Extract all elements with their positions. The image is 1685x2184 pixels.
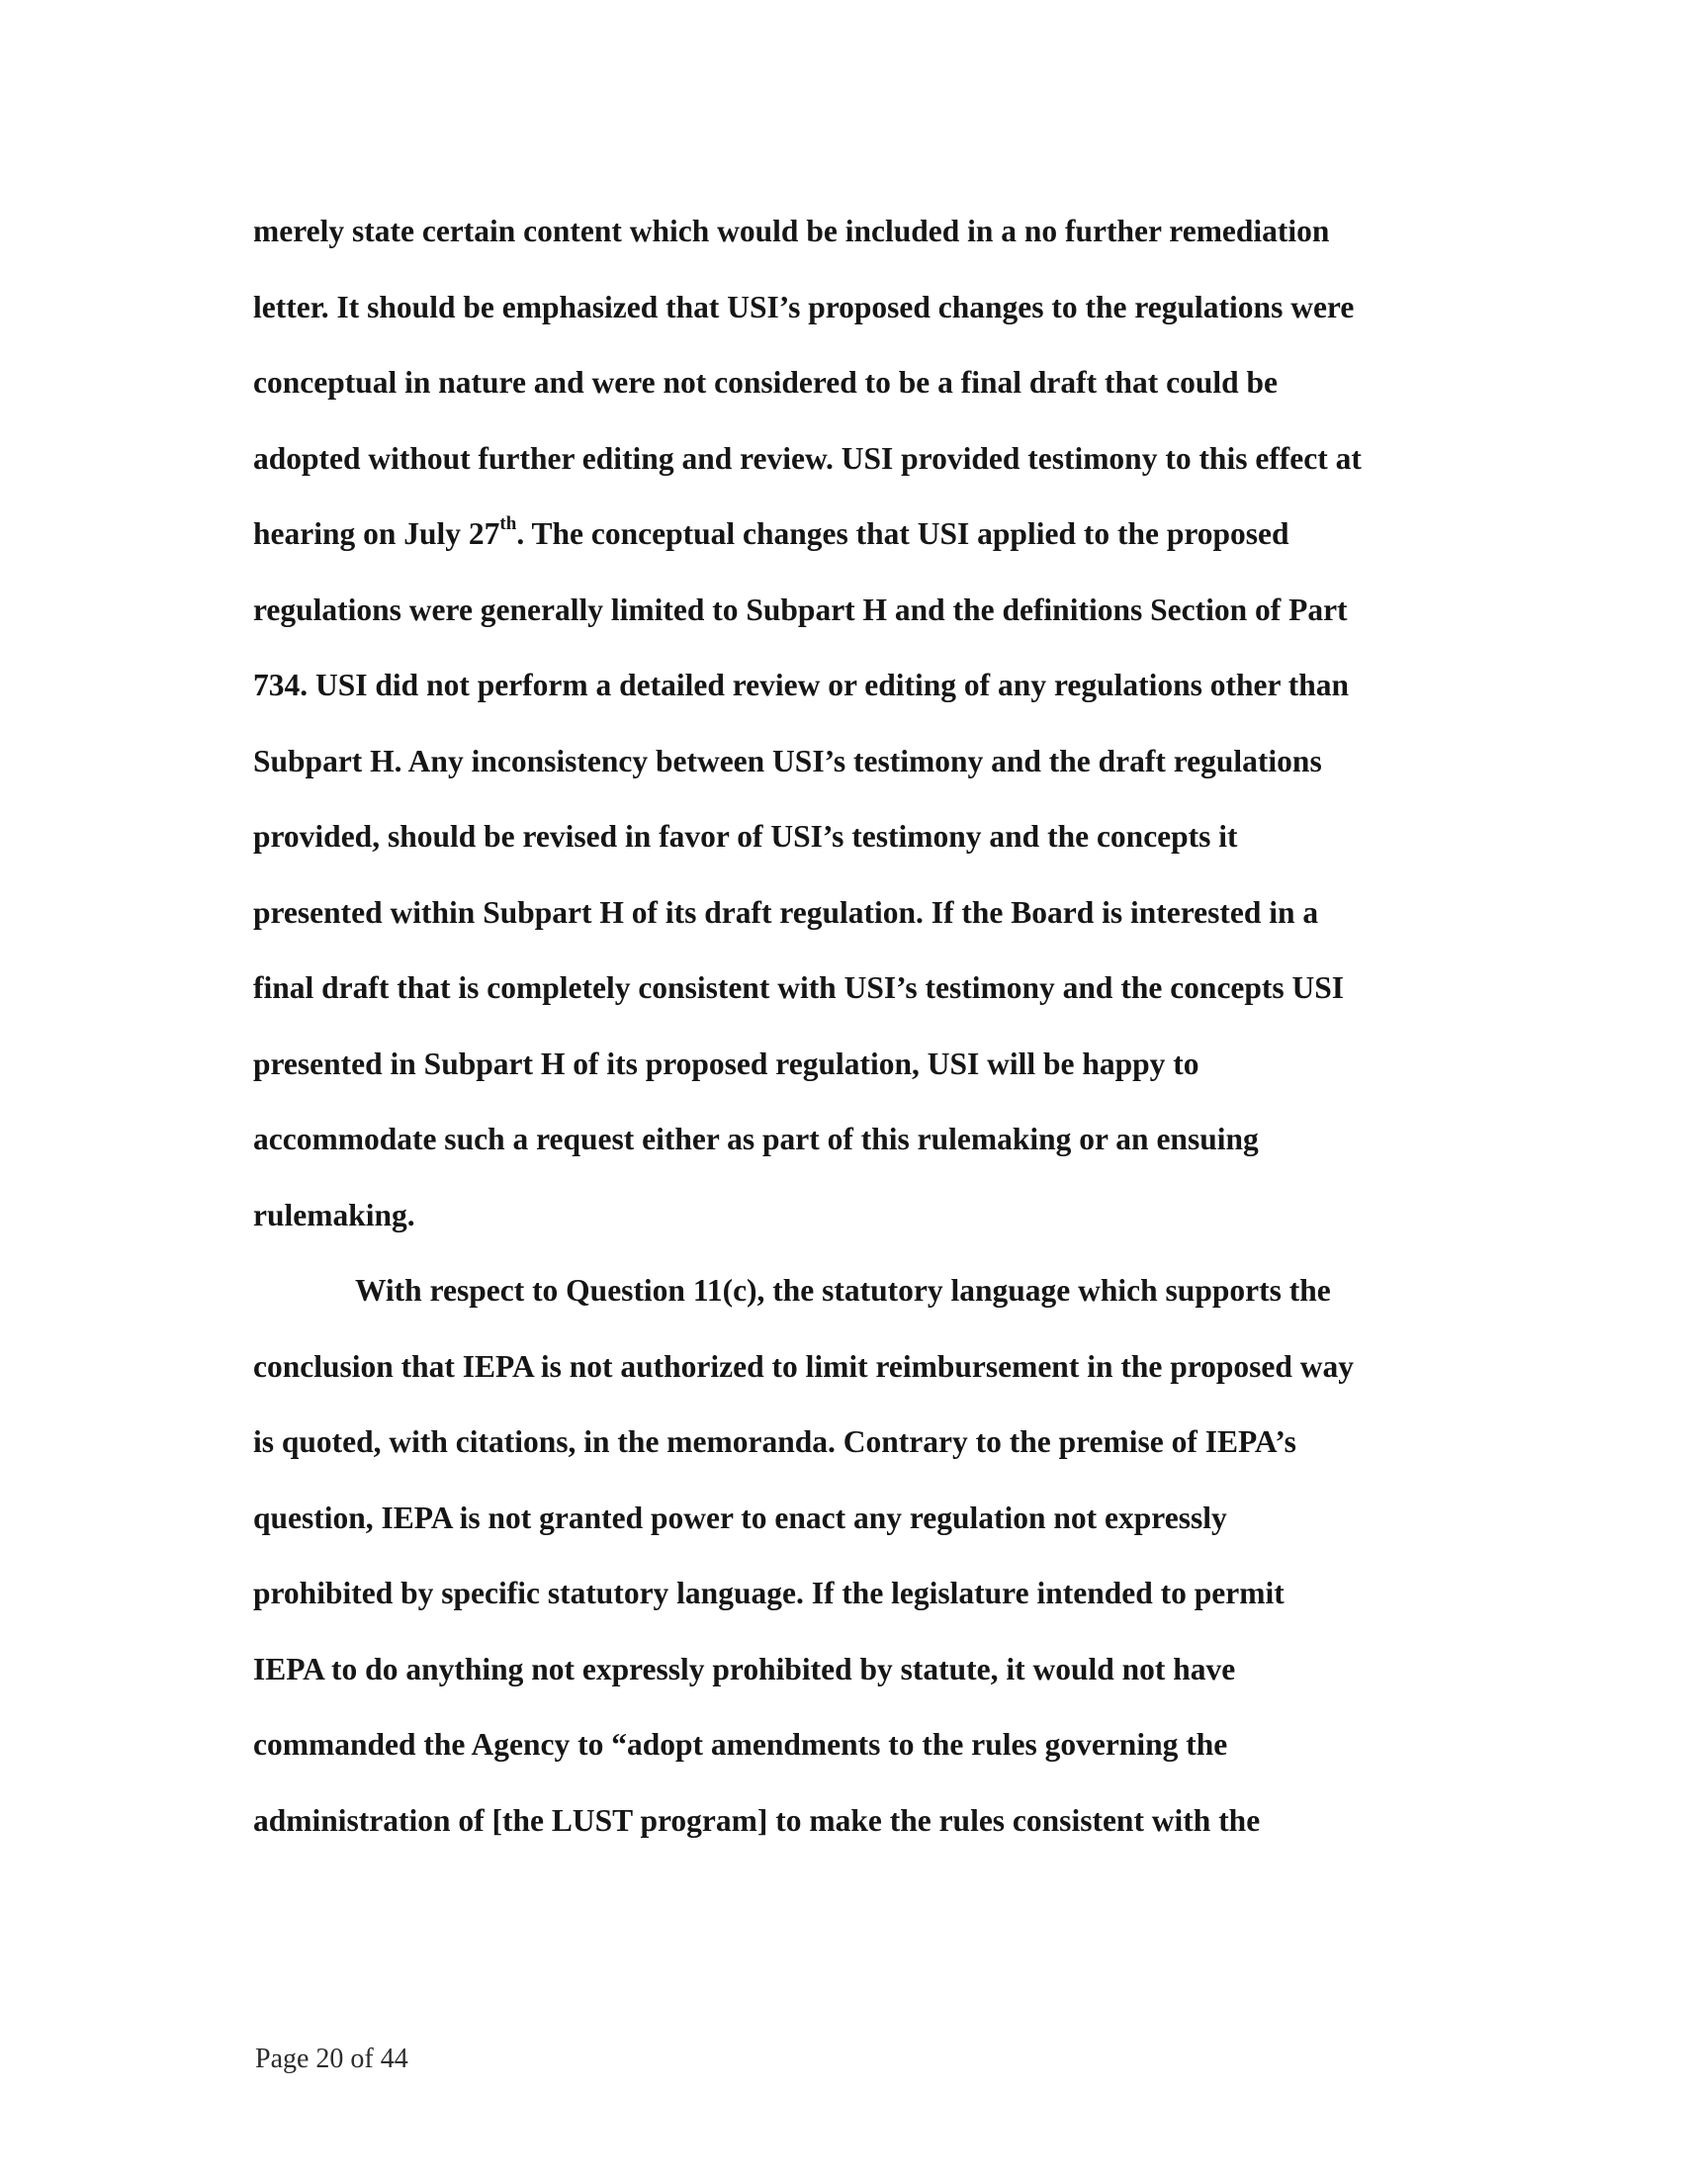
text-line-2: letter. It should be emphasized that USI’s proposed changes to the regulations were: [253, 289, 1355, 324]
text-line-11: final draft that is completely consistent with USI’s testimony and the concepts USI: [253, 970, 1345, 1005]
hearing-date-text: hearing on July 27: [253, 516, 500, 551]
hearing-line-rest: . The conceptual changes that USI applied to the proposed: [516, 516, 1289, 551]
text-line-13: accommodate such a request either as part of this rulemaking or an ensuing: [253, 1122, 1259, 1156]
text-line-7: 734. USI did not perform a detailed review or editing of any regulations other than: [253, 668, 1350, 702]
body-text: [253, 194, 1539, 1859]
text-line-6: regulations were generally limited to Subpart H and the definitions Section of Part: [253, 592, 1348, 627]
text-line-21: commanded the Agency to “adopt amendments to the rules governing the: [253, 1727, 1228, 1762]
text-line-19: prohibited by specific statutory language. If the legislature intended to permit: [253, 1576, 1285, 1610]
text-line-10: presented within Subpart H of its draft regulation. If the Board is interested in a: [253, 894, 1319, 930]
text-line-1: merely state certain content which would be included in a no further remediation: [253, 214, 1330, 248]
text-line-14: rulemaking.: [253, 1197, 415, 1232]
text-line-16: conclusion that IEPA is not authorized to limit reimbursement in the proposed way: [253, 1348, 1355, 1384]
text-line-4: adopted without further editing and review. USI provided testimony to this effect at: [253, 440, 1362, 476]
page-number-footer: Page 20 of 44: [255, 2044, 408, 2074]
text-line-12: presented in Subpart H of its proposed regulation, USI will be happy to: [253, 1046, 1199, 1081]
text-line-20: IEPA to do anything not expressly prohibited by statute, it would not have: [253, 1651, 1236, 1686]
paragraph-2-first-line: With respect to Question 11(c), the statutory language which supports the: [355, 1273, 1331, 1308]
text-line-3: conceptual in nature and were not considered to be a final draft that could be: [253, 365, 1279, 400]
text-line-8: Subpart H. Any inconsistency between USI’s testimony and the draft regulations: [253, 743, 1322, 778]
ordinal-suffix: th: [499, 512, 517, 534]
text-line-18: question, IEPA is not granted power to enact any regulation not expressly: [253, 1500, 1227, 1535]
text-line-17: is quoted, with citations, in the memoranda. Contrary to the premise of IEPA’s: [253, 1424, 1296, 1459]
text-line-9: provided, should be revised in favor of USI’s testimony and the concepts it: [253, 819, 1238, 854]
text-line-5: [253, 497, 1539, 573]
text-line-22: administration of [the LUST program] to make the rules consistent with the: [253, 1802, 1261, 1838]
